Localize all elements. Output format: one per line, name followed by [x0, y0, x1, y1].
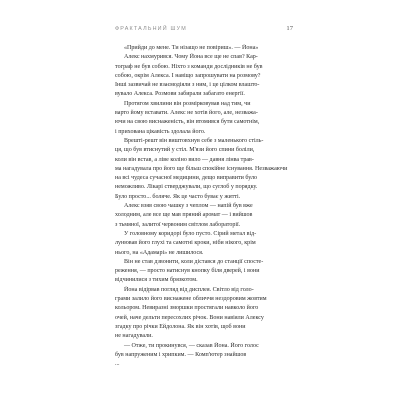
- text-line: неможливо. Лікарі стверджували, що суглоб у порядку.: [115, 184, 258, 191]
- page-number: 17: [286, 25, 293, 32]
- text-line: Протягом хвилини він розмірковував над тим, чи: [124, 100, 251, 107]
- body-text: [115, 44, 293, 369]
- text-line: ма нагадувала про його ще більш спокійне існування. Незважаючи: [115, 165, 288, 172]
- text-line: Інші зазвичай не взаємодіяли з ним, і це цілком влашто-: [115, 82, 260, 89]
- text-line: коли він встав, а ліве коліно вило — давня лінва трав-: [115, 156, 254, 163]
- text-line: Алекс взяв свою чашку з чеплом — напій був вже: [124, 203, 253, 210]
- text-line: холодним, але все ще мав пряний аромат — і вийшов: [115, 212, 253, 219]
- text-line: У головному коридорі було пусто. Сірий метал від-: [124, 230, 257, 237]
- text-line: грами залило його виснажене обличчя нездоровим жовтим: [115, 296, 267, 303]
- text-line: не нагадували.: [115, 333, 153, 340]
- text-line: з тьмяної, залитої червоним світлом лабораторії.: [115, 221, 241, 228]
- text-line: був напруженим і хрипким. — Комп'ютер знайшов: [115, 351, 247, 358]
- text-line: Алекс нахмурився. Чому Йона все ще не спав? Кар-: [124, 54, 258, 61]
- text-line: реження, — просто натиснув кнопку біля дверей, і вони: [115, 268, 260, 275]
- text-line: і прихована цікавість здолала його.: [115, 128, 206, 135]
- text-line: Він не став дзвонити, коли дістався до станції спосте-: [124, 258, 264, 265]
- running-title: ФРАКТАЛЬНИЙ ШУМ: [115, 26, 187, 32]
- text-line: Врешті-решт він виштовхнув себе з маленького стіль-: [124, 137, 264, 144]
- text-line: вувало Алекса. Розмови забирали забагато енергії.: [115, 91, 245, 98]
- text-line: кольором. Невиразні зморшки простягали навколо його: [115, 305, 259, 312]
- text-line: згадку про річки Ейдолона. Як він хотів, щоб вони: [115, 323, 246, 330]
- text-line: варто йому вставати. Алекс не хотів його, але, незважа-: [115, 110, 258, 117]
- text-line: на всі чудеса сучасної медицини, дещо виправити було: [115, 175, 257, 182]
- text-line: тограф не був собою. Ніхто з команди дослідників не був: [115, 63, 263, 70]
- text-line: ця, що був втиснутий у стіл. М'язи його спини боліли,: [115, 147, 255, 154]
- text-line: ...: [115, 361, 120, 368]
- text-line: собою, окрім Алекса. І навіщо запрошувати на розмову?: [115, 72, 261, 79]
- running-header: [115, 25, 293, 35]
- text-line: — Отже, ти прокинувся, — сказав Йона. Його голос: [124, 342, 259, 349]
- text-line: Було просто... боляче. Як це часто буває у житті.: [115, 193, 241, 200]
- text-line: нього, на «Адамарі» не лишилося.: [115, 249, 204, 256]
- text-line: «Прийди до мене. Ти нізащо не повіриш». — Йона»: [124, 45, 259, 51]
- text-line: лунював його глухі та самотні кроки, ніби нікого, крім: [115, 240, 256, 247]
- text-line: відчинилися з тихим брязкотом.: [115, 277, 198, 284]
- text-line: очей, наче дельти пересохлих річок. Вони навіяли Алексу: [115, 314, 264, 321]
- text-line: Йона відірвав погляд від дисплея. Світло від голо-: [124, 286, 254, 293]
- text-line: ючи на свою виснаженість, він втомився бути самотнім,: [115, 119, 260, 126]
